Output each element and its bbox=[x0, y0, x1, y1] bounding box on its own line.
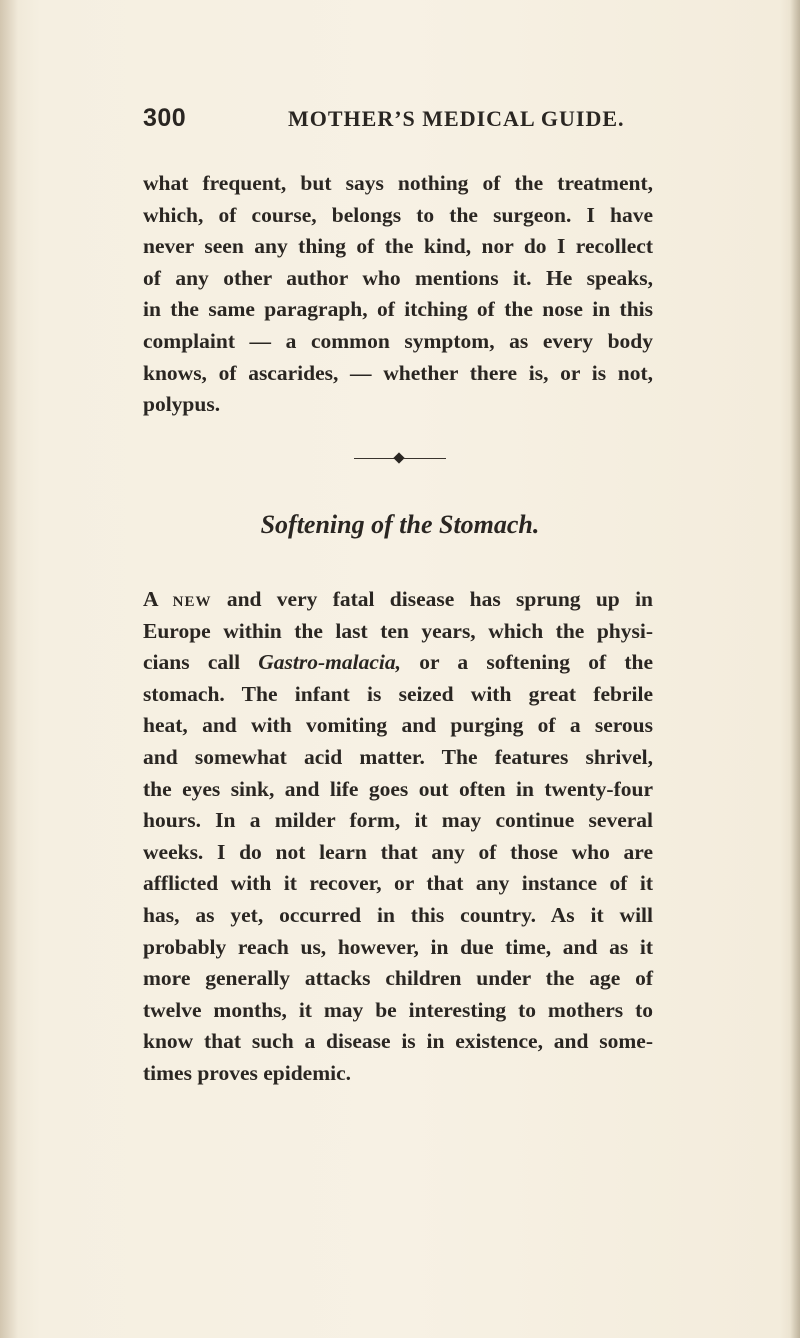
italic-term: Gastro-malacia, bbox=[258, 650, 402, 675]
paragraph-continued bbox=[143, 168, 653, 421]
text-line: of any other author who mentions it. He speaks, bbox=[143, 265, 653, 290]
section-title: Softening of the Stomach. bbox=[260, 510, 540, 539]
text-line: Europe within the last ten years, which the physi- bbox=[143, 618, 653, 643]
text-line: in the same paragraph, of itching of the nose in this bbox=[143, 297, 653, 322]
page-header bbox=[143, 104, 629, 144]
page-edge bbox=[790, 0, 800, 1338]
text-line: which, of course, belongs to the surgeon. I have bbox=[143, 202, 653, 227]
text-run: cians call bbox=[143, 650, 259, 675]
text-line: what frequent, but says nothing of the treatment, bbox=[143, 171, 653, 195]
text-line bbox=[143, 584, 653, 616]
text-line: the eyes sink, and life goes out often in twenty-four bbox=[143, 776, 653, 801]
diamond-icon bbox=[393, 452, 404, 463]
text-line: hours. In a milder form, it may continue several bbox=[143, 808, 653, 833]
text-line: afflicted with it recover, or that any instance of it bbox=[143, 871, 653, 896]
section-divider-ornament bbox=[354, 452, 446, 466]
text-line: has, as yet, occurred in this country. As it will bbox=[143, 902, 653, 927]
text-line: complaint — a common symptom, as every body bbox=[143, 328, 653, 353]
text-line: never seen any thing of the kind, nor do I recollect bbox=[143, 234, 653, 259]
paragraph-softening-of-stomach bbox=[143, 584, 653, 1090]
text-run: and very fatal disease has sprung up in bbox=[211, 587, 653, 611]
text-line bbox=[143, 647, 653, 679]
gutter-shadow bbox=[0, 0, 18, 1338]
text-line: twelve months, it may be interesting to mothers to bbox=[143, 997, 653, 1022]
text-run: or a softening of the bbox=[401, 650, 653, 675]
running-head: MOTHER’S MEDICAL GUIDE. bbox=[288, 106, 625, 131]
text-line: more generally attacks children under the age of bbox=[143, 966, 653, 991]
text-line: times proves epidemic. bbox=[143, 1060, 351, 1085]
text-line: probably reach us, however, in due time, and as it bbox=[143, 934, 653, 959]
text-line: heat, and with vomiting and purging of a serous bbox=[143, 713, 653, 738]
text-line: and somewhat acid matter. The features shrivel, bbox=[143, 744, 653, 769]
text-line: know that such a disease is in existence, and some- bbox=[143, 1029, 653, 1054]
page-number: 300 bbox=[143, 104, 187, 132]
initial-letter: A bbox=[143, 587, 158, 611]
smallcaps-word: new bbox=[172, 587, 212, 611]
text-line: stomach. The infant is seized with great febrile bbox=[143, 681, 653, 706]
text-line: polypus. bbox=[143, 392, 221, 417]
text-line: weeks. I do not learn that any of those who are bbox=[143, 839, 653, 864]
text-line: knows, of ascarides, — whether there is, or is not, bbox=[143, 360, 653, 385]
